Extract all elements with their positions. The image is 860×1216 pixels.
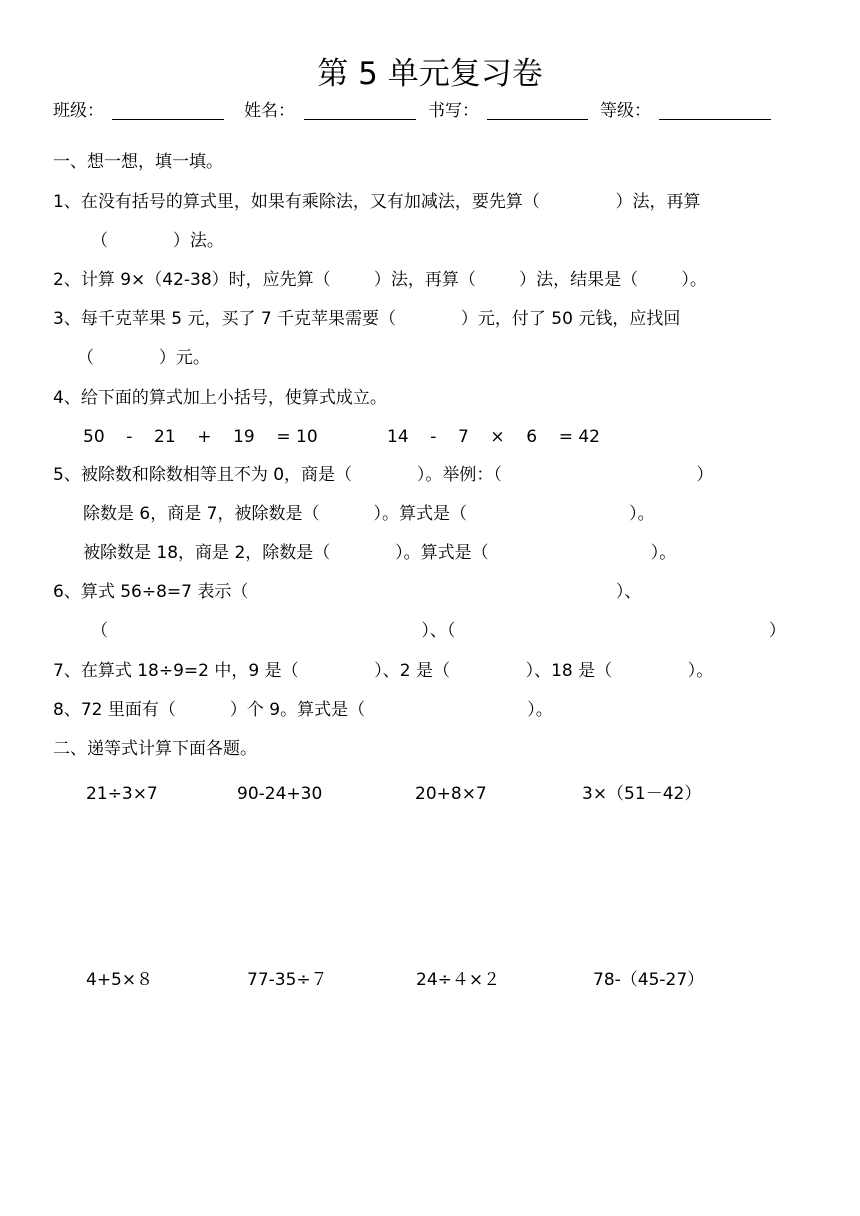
- calc-problem: 4+5×８: [86, 970, 154, 990]
- question-8: 8、72 里面有（ ）个 9。算式是（ ）。: [53, 700, 553, 720]
- question-3-line1: 3、每千克苹果 5 元，买了 7 千克苹果需要（ ）元，付了 50 元钱，应找回: [53, 309, 681, 329]
- calc-problem: 24÷４×２: [416, 970, 501, 990]
- question-5-line2: 除数是 6，商是 7，被除数是（ ）。算式是（ ）。: [83, 504, 655, 524]
- question-3-line2: （ ）元。: [77, 348, 210, 368]
- calc-problem: 3×（51－42）: [582, 784, 702, 804]
- class-field[interactable]: [112, 119, 224, 120]
- page-title: 第 5 单元复习卷: [317, 56, 543, 92]
- name-field[interactable]: [304, 119, 416, 120]
- calc-problem: 78-（45-27）: [593, 970, 705, 990]
- writing-label: 书写：: [428, 101, 479, 121]
- section1-heading: 一、想一想，填一填。: [53, 152, 223, 172]
- grade-label: 等级：: [600, 101, 651, 121]
- question-4-equation-1: 50 - 21 + 19 = 10: [83, 427, 318, 447]
- question-2: 2、计算 9×（42-38）时，应先算（ ）法，再算（ ）法，结果是（ ）。: [53, 270, 707, 290]
- calc-problem: 20+8×7: [415, 784, 487, 804]
- question-4-equation-2: 14 - 7 × 6 = 42: [387, 427, 600, 447]
- question-1-line2: （ ）法。: [91, 231, 224, 251]
- question-6-line1: 6、算式 56÷8=7 表示（ ）、: [53, 582, 642, 602]
- question-1-line1: 1、在没有括号的算式里，如果有乘除法，又有加减法，要先算（ ）法，再算: [53, 192, 701, 212]
- name-label: 姓名：: [244, 101, 295, 121]
- section2-heading: 二、递等式计算下面各题。: [53, 739, 257, 759]
- question-6-line2: （ ）、（ ）: [91, 621, 786, 641]
- calc-problem: 21÷3×7: [86, 784, 158, 804]
- grade-field[interactable]: [659, 119, 771, 120]
- writing-field[interactable]: [487, 119, 588, 120]
- class-label: 班级：: [53, 101, 104, 121]
- question-5-line1: 5、被除数和除数相等且不为 0，商是（ ）。举例：（ ）: [53, 465, 714, 485]
- question-4: 4、给下面的算式加上小括号，使算式成立。: [53, 388, 387, 408]
- calc-problem: 77-35÷７: [247, 970, 328, 990]
- question-7: 7、在算式 18÷9=2 中，9 是（ ）、2 是（ ）、18 是（ ）。: [53, 661, 714, 681]
- calc-problem: 90-24+30: [237, 784, 323, 804]
- question-5-line3: 被除数是 18，商是 2，除数是（ ）。算式是（ ）。: [83, 543, 677, 563]
